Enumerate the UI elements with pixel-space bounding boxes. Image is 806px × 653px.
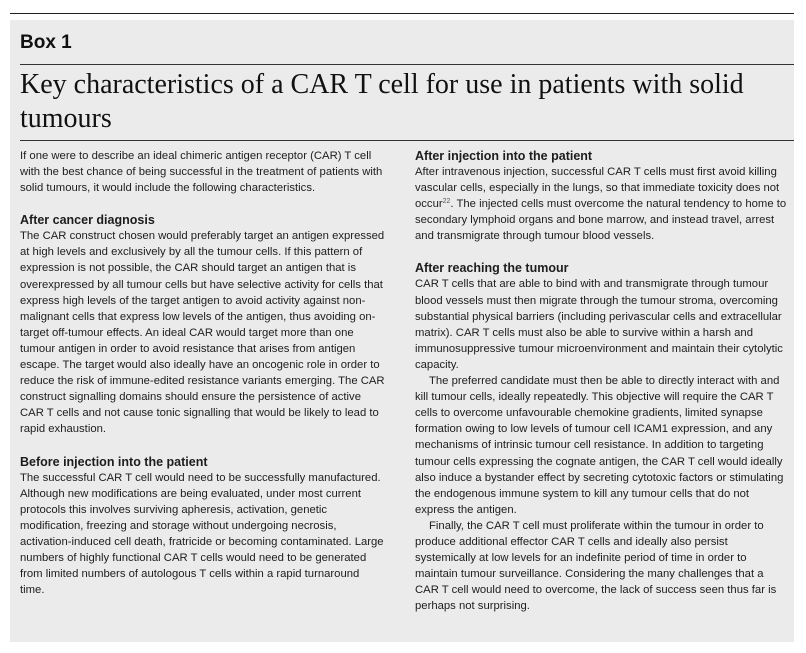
box-title: Key characteristics of a CAR T cell for use in patients with solid tumours — [20, 69, 744, 134]
text-part-a: After intravenous injection, successful CAR T cells must first avoid killing vascular cells, especially in the lungs, so that immediate toxicity does not occur — [415, 166, 780, 211]
section-text-tumour-p3: Finally, the CAR T cell must proliferate within the tumour in order to produce additional effector CAR T cells and ideally also persist systemically at low levels for an indefinite period of time in order to maintain tumour surveillance. Considering the many challenges that a CAR T cell would need to overcome, the lack of success seen thus far is perhaps not surprising. — [415, 519, 777, 613]
section-text-after-injection — [415, 164, 787, 244]
section-text-before-injection: The successful CAR T cell would need to be successfully manufactured. Although new modifications are being evaluated, under most current protocols this involves surviving apheresis, activation, genetic modification, freezing and storage without undergoing necrosis, activation-induced cell death, fratricide or becoming contaminated. Large numbers of highly functional CAR T cells would need to be generated from limited numbers of autologous T cells within a rapid turnaround time. — [20, 471, 384, 597]
top-rule — [10, 13, 794, 14]
section-text-tumour-p1: CAR T cells that are able to bind with and transmigrate through tumour blood vessels must then migrate through the tumour stroma, overcoming substantial physical barriers (including perivascular cells and extracellular matrix). CAR T cells must also be able to survive within a harsh and immunosuppressive tumour microenvironment and maintain their cytolytic capacity. — [415, 278, 783, 371]
title-rule — [20, 140, 794, 141]
section-text-tumour-p2: The preferred candidate must then be able to directly interact with and kill tumour cells, ideally repeatedly. This objective will require the CAR T cells to overcome unfavourable chemokine gradients, limited synapse formation owing to low levels of tumour cell ICAM1 expression, and any mechanisms of intrinsic tumour cell resistance. In addition to targeting tumour cells expressing the cognate antigen, the CAR T cell would ideally also induce a bystander effect by secreting cytotoxic factors or stimulating the endogenous immune system to kill any tumour cells that do not express the antigen. — [415, 375, 784, 516]
right-column — [415, 148, 787, 614]
section-text-after-diagnosis: The CAR construct chosen would preferably target an antigen expressed at high levels and exclusively by all the tumour cells. If this pattern of expression is not possible, the CAR should target an antigen that is overexpressed by all tumour cells but have selective activity for cells that express high levels of the target antigen to avoid activity against non-malignant cells that express low levels of the antigen, thus avoiding on-target off-tumour effects. An ideal CAR would target more than one tumour antigen in order to avoid resistance that arises from antigen escape. The target would also ideally have an oncogenic role in order to reduce the risk of immune-edited resistance variants emerging. The CAR construct signalling domains should ensure the persistence of active CAR T cells and not cause tonic signalling that would be likely to lead to rapid exhaustion. — [20, 230, 385, 436]
box-label: Box 1 — [20, 32, 72, 53]
left-column — [20, 148, 385, 598]
section-heading-after-diagnosis: After cancer diagnosis — [20, 213, 155, 228]
intro-paragraph: If one were to describe an ideal chimeric antigen receptor (CAR) T cell with the best chance of being successful in the treatment of patients with solid tumours, it would include the following characteristics. — [20, 150, 383, 195]
section-heading-before-injection: Before injection into the patient — [20, 454, 208, 469]
label-rule — [20, 64, 794, 65]
reference-superscript: 22 — [442, 198, 451, 206]
section-heading-after-reaching-tumour: After reaching the tumour — [415, 261, 569, 276]
text-part-b: . The injected cells must overcome the natural tendency to home to secondary lymphoid organs and bone marrow, and instead travel, arrest and transmigrate through tumour blood vessels. — [415, 198, 787, 243]
box-panel — [10, 20, 794, 642]
section-heading-after-injection: After injection into the patient — [415, 149, 593, 163]
